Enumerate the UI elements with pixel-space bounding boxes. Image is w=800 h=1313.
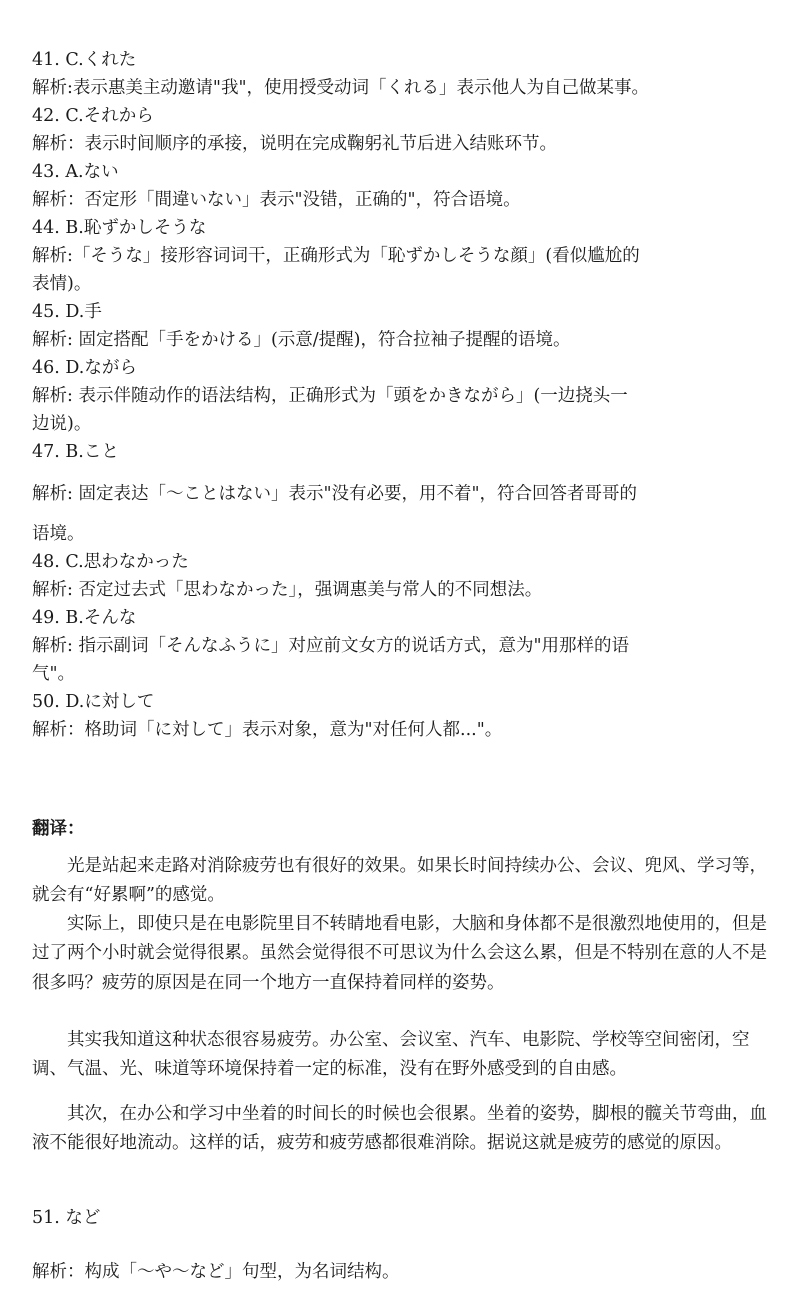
translation-paragraph-3: 其实我知道这种状态很容易疲劳。办公室、会议室、汽车、电影院、学校等空间密闭，空调、气温、光、味道等环境保持着一定的标准，没有在野外感受到的自由感。 [32, 1030, 750, 1080]
translation-paragraph-2: 实际上，即使只是在电影院里目不转睛地看电影，大脑和身体都不是很激烈地使用的，但是过了两个小时就会觉得很累。虽然会觉得很不可思议为什么会这么累，但是不特别在意的人不是很多吗？疲劳的原因是在同一个地方一直保持着同样的姿势。 [32, 914, 767, 993]
analysis-47-line2: 语境。 [32, 524, 85, 544]
answer-46: 46. D.ながら [32, 358, 137, 378]
analysis-50: 解析：格助词「に対して」表示对象，意为"对任何人都..."。 [32, 720, 503, 740]
answer-48: 48. C.思わなかった [32, 552, 189, 572]
analysis-46-line1: 解析: 表示伴随动作的语法结构，正确形式为「頭をかきながら」(一边挠头一 [32, 386, 628, 406]
analysis-51: 解析：构成「～や～など」句型，为名词结构。 [32, 1262, 400, 1282]
answer-49: 49. B.そんな [32, 608, 137, 628]
analysis-49-line1: 解析: 指示副词「そんなふうに」对应前文女方的说话方式，意为"用那样的语 [32, 636, 630, 656]
answer-51: 51. など [32, 1208, 101, 1228]
translation-paragraph-4: 其次，在办公和学习中坐着的时间长的时候也会很累。坐着的姿势，脚根的髋关节弯曲，血液不能很好地流动。这样的话，疲劳和疲劳感都很难消除。据说这就是疲劳的感觉的原因。 [32, 1104, 767, 1154]
answer-45: 45. D.手 [32, 302, 102, 322]
analysis-45: 解析: 固定搭配「手をかける」(示意/提醒)，符合拉袖子提醒的语境。 [32, 330, 571, 350]
analysis-42: 解析：表示时间顺序的承接，说明在完成鞠躬礼节后进入结账环节。 [32, 134, 557, 154]
answer-41: 41. C.くれた [32, 50, 137, 70]
answer-47: 47. B.こと [32, 442, 119, 462]
answer-50: 50. D.に対して [32, 692, 155, 712]
answer-43: 43. A.ない [32, 162, 119, 182]
analysis-41: 解析:表示惠美主动邀请"我"，使用授受动词「くれる」表示他人为自己做某事。 [32, 78, 649, 98]
translation-heading: 翻译： [32, 819, 85, 839]
analysis-47-line1: 解析: 固定表达「～ことはない」表示"没有必要，用不着"，符合回答者哥哥的 [32, 484, 638, 504]
analysis-49-line2: 气"。 [32, 664, 76, 684]
analysis-48: 解析: 否定过去式「思わなかった」，强调惠美与常人的不同想法。 [32, 580, 543, 600]
translation-paragraph-1: 光是站起来走路对消除疲劳也有很好的效果。如果长时间持续办公、会议、兜风、学习等，就会有“好累啊”的感觉。 [32, 856, 767, 906]
analysis-44-line1: 解析:「そうな」接形容词词干，正确形式为「恥ずかしそうな顔」(看似尴尬的 [32, 246, 640, 266]
analysis-46-line2: 边说)。 [32, 414, 92, 434]
answer-44: 44. B.恥ずかしそうな [32, 218, 207, 238]
analysis-44-line2: 表情)。 [32, 274, 92, 294]
answer-42: 42. C.それから [32, 106, 154, 126]
analysis-43: 解析：否定形「間違いない」表示"没错，正确的"，符合语境。 [32, 190, 521, 210]
